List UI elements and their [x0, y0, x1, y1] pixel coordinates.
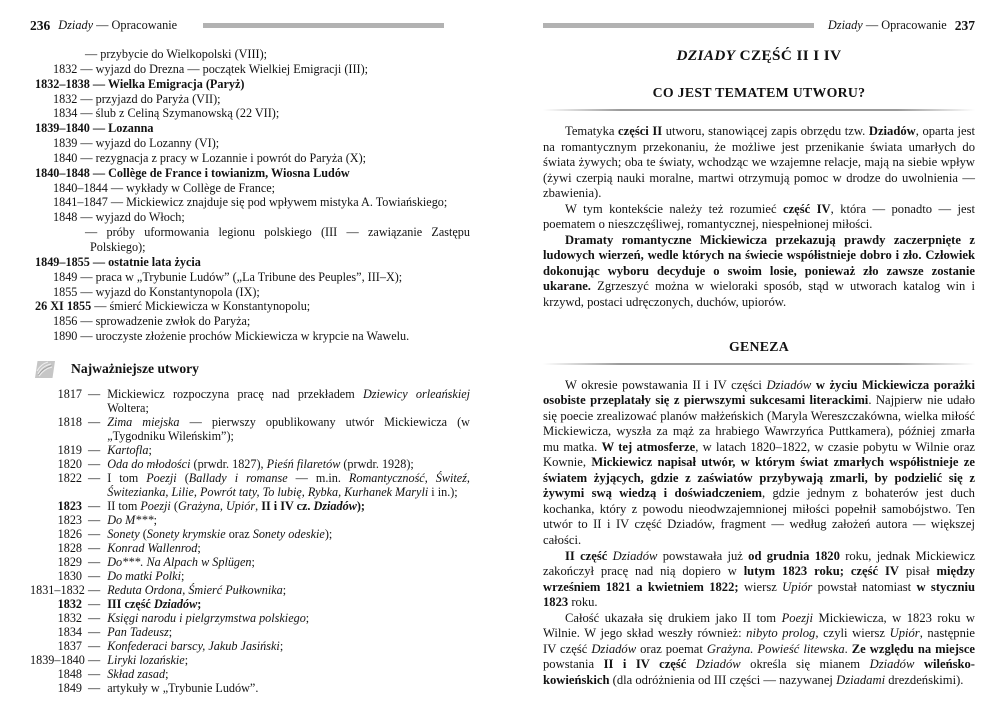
chronology-item: 1839–1840 — Lozanna — [35, 121, 154, 136]
work-title: Zima miejska — pierwszy opublikowany utwór Mickiewicza (w „Tygodniku Wileńskim”); — [107, 414, 470, 443]
work-item — [30, 387, 470, 415]
page-right — [543, 0, 975, 712]
work-separator: — — [88, 512, 101, 527]
work-item — [30, 415, 470, 443]
work-separator: — — [88, 680, 101, 695]
work-title: Do M***; — [107, 512, 157, 527]
page-header-right — [543, 18, 975, 33]
work-title: Konfederaci barscy, Jakub Jasiński; — [107, 638, 284, 653]
work-year: 1832 — [57, 596, 82, 611]
work-item — [30, 513, 470, 527]
work-item — [30, 471, 470, 499]
section-paragraphs — [543, 378, 975, 689]
chronology-item: 1832 — wyjazd do Drezna — początek Wielkiej Emigracji (III); — [53, 61, 369, 76]
work-year: 1819 — [57, 442, 82, 457]
work-item — [30, 667, 470, 681]
paragraph: Całość ukazała się drukiem jako II tom Poezji Mickiewicza, w 1823 roku w Wilnie. W jego skład weszły również: nibyto prolog, czyli wiersz Upiór, następnie IV część Dziadów oraz poemat Grażyna. Powieść litewska. Ze względu na miejsce powstania II i IV część Dziadów określa się mianem Dziadów wileńsko-kowieńskich (dla odróżnienia od III części — nazywanej Dziadami drezdeńskimi). — [543, 610, 976, 687]
work-separator: — — [88, 540, 101, 555]
work-year: 1822 — [57, 470, 82, 485]
work-item — [30, 499, 470, 513]
works-section-header — [35, 361, 470, 378]
work-separator: — — [88, 666, 101, 681]
work-separator: — — [88, 624, 101, 639]
work-title: III część Dziadów; — [107, 596, 202, 611]
work-title: Mickiewicz rozpoczyna pracę nad przekładem Dziewicy orleańskiej Woltera; — [107, 386, 471, 415]
work-year: 1848 — [57, 666, 82, 681]
chronology-item: 1890 — uroczyste złożenie prochów Mickiewicza w krypcie na Wawelu. — [53, 329, 410, 344]
work-year: 1849 — [57, 680, 82, 695]
work-separator: — — [88, 386, 101, 401]
running-title: Dziady — Opracowanie — [827, 18, 947, 32]
work-item — [30, 527, 470, 541]
work-title: Do matki Polki; — [107, 568, 185, 583]
paragraph: Dramaty romantyczne Mickiewicza przekazują prawdy zaczerpnięte z ludowych wierzeń, wedle których na świecie współistnieje dobro i zło. Człowiek dokonując wyboru decyduje o swoim losie, ponieważ zło zawsze zostanie ukarane. Zgrzeszyć można w wieloraki sposób, stąd w utworach katalog win i krzywd, postaci udręczonych, duchów, upiorów. — [543, 232, 975, 310]
page-number: 237 — [954, 17, 975, 33]
paragraph: W okresie powstawania II i IV części Dziadów w życiu Mickiewicza porażki osobiste przeplatały się z pierwszymi sukcesami literackimi. Najpierw nie udało się poecie zrealizować planów małżeńskich (Maryla Wereszczakówna, wielka miłość Mickiewicza, wyszła za mąż za hrabiego Wawrzyńca Puttkamera), później zmarła mu matka. W tej atmosferze, w latach 1820–1822, w czasie pobytu w Wilnie oraz Kownie, Mickiewicz napisał utwór, w którym świat zmarłych współistnieje ze światem żyjących, gdzie z zaświatów przybywają zmarli, by podzielić się z żywymi swą wiedzą i doświadczeniem, gdzie jednym z bohaterów jest duch kochanka, który z powodu nieodwzajemnionej miłości popełnił samobójstwo. Ten utwór to II i IV część Dziadów, fragment — według założeń autora — większej całości. — [543, 377, 976, 548]
chronology-item: 1848 — wyjazd do Włoch; — [53, 210, 185, 225]
work-item — [30, 639, 470, 653]
section-heading-block — [543, 339, 975, 365]
chronology-item: 1834 — ślub z Celiną Szymanowską (22 VII); — [53, 106, 280, 121]
work-year: 1834 — [57, 624, 82, 639]
work-separator: — — [88, 554, 101, 569]
work-separator: — — [88, 442, 101, 457]
work-title: II tom Poezji (Grażyna, Upiór, II i IV cz. Dziadów); — [107, 498, 365, 513]
work-title: artykuły w „Trybunie Ludów”. — [107, 680, 259, 695]
chronology-item: — przybycie do Wielkopolski (VIII); — [85, 47, 268, 61]
work-item — [30, 541, 470, 555]
work-item — [30, 555, 470, 569]
work-year: 1828 — [57, 540, 82, 555]
section-heading: GENEZA — [728, 338, 790, 354]
section-paragraphs — [543, 124, 975, 311]
work-year: 1832 — [57, 610, 82, 625]
work-title: Księgi narodu i pielgrzymstwa polskiego; — [107, 610, 310, 625]
work-item — [30, 457, 470, 471]
work-title: Sonety (Sonety krymskie oraz Sonety odeskie); — [107, 526, 333, 541]
paragraph: II część Dziadów powstawała już od grudnia 1820 roku, jednak Mickiewicz zakończył pracę nad nią dopiero w lutym 1823 roku; część IV pisał między wrześniem 1821 a kwietniem 1822; wiersz Upiór powstał natomiast w styczniu 1823 roku. — [543, 548, 976, 610]
work-item — [30, 653, 470, 667]
work-separator: — — [88, 582, 101, 597]
work-separator: — — [88, 638, 101, 653]
paragraph: W tym kontekście należy też rozumieć część IV, która — ponadto — jest poematem o nieszczęśliwej, romantycznej, niespełnionej miłości. — [543, 201, 975, 232]
chronology-item: 1839 — wyjazd do Lozanny (VI); — [53, 136, 220, 151]
work-title: Oda do młodości (prwdr. 1827), Pieśń filaretów (prwdr. 1928); — [107, 456, 414, 471]
section-rule — [543, 109, 975, 111]
chronology-item: 1856 — sprowadzenie zwłok do Paryża; — [53, 314, 251, 329]
work-title: Liryki lozańskie; — [107, 652, 189, 667]
chronology-item: 1849–1855 — ostatnie lata życia — [35, 254, 201, 269]
chronology-item: 1855 — wyjazd do Konstantynopola (IX); — [53, 284, 260, 299]
work-separator: — — [88, 456, 101, 471]
work-separator: — — [88, 568, 101, 583]
work-item — [30, 569, 470, 583]
page-left — [30, 0, 470, 712]
ornament-icon — [35, 361, 55, 378]
work-year: 1837 — [57, 638, 82, 653]
chronology-item: 1849 — praca w „Trybunie Ludów” („La Tribune des Peuples”, III–X); — [53, 269, 403, 284]
section-heading-block — [543, 85, 975, 111]
header-rule — [543, 23, 814, 28]
work-year: 1826 — [57, 526, 82, 541]
chronology-item: 1832–1838 — Wielka Emigracja (Paryż) — [35, 76, 245, 91]
work-year: 1839–1840 — [30, 652, 85, 667]
works-section-title: Najważniejsze utwory — [71, 361, 199, 377]
chronology-item: 1840 — rezygnacja z pracy w Lozannie i powrót do Paryża (X); — [53, 150, 367, 165]
work-year: 1820 — [57, 456, 82, 471]
page-number: 236 — [30, 17, 51, 33]
work-separator: — — [88, 652, 101, 667]
page-header-left — [30, 18, 470, 33]
work-year: 1818 — [57, 414, 82, 429]
work-year: 1829 — [57, 554, 82, 569]
work-title: Do***. Na Alpach w Splügen; — [107, 554, 255, 569]
chronology-item: 26 XI 1855 — śmierć Mickiewicza w Konstantynopolu; — [35, 299, 311, 314]
work-item — [30, 443, 470, 457]
chronology-item: 1840–1844 — wykłady w Collège de France; — [53, 180, 276, 195]
work-year: 1830 — [57, 568, 82, 583]
work-item — [30, 681, 470, 695]
work-item — [30, 597, 470, 611]
section-heading: CO JEST TEMATEM UTWORU? — [652, 85, 866, 100]
document-title: DZIADY CZĘŚĆ II I IV — [676, 47, 842, 64]
work-year: 1823 — [57, 498, 82, 513]
work-year: 1831–1832 — [30, 582, 85, 597]
work-item — [30, 611, 470, 625]
work-item — [30, 625, 470, 639]
work-title: Skład zasad; — [107, 666, 169, 681]
work-separator: — — [88, 414, 101, 429]
work-item — [30, 583, 470, 597]
chronology-item: — próby uformowania legionu polskiego (III — zawiązanie Zastępu Polskiego); — [85, 225, 470, 254]
work-separator: — — [88, 596, 101, 611]
work-year: 1817 — [57, 386, 82, 401]
work-title: I tom Poezji (Ballady i romanse — m.in. Romantyczność, Świteź, Świtezianka, Lilie, Powrót taty, To lubię, Rybka, Kurhanek Maryli i in.); — [107, 470, 470, 499]
header-rule — [203, 23, 444, 28]
chronology-item: 1840–1848 — Collège de France i towianizm, Wiosna Ludów — [35, 165, 350, 180]
work-separator: — — [88, 610, 101, 625]
work-title: Konrad Wallenrod; — [107, 540, 201, 555]
work-title: Kartofla; — [107, 442, 152, 457]
work-title: Pan Tadeusz; — [107, 624, 173, 639]
works-list — [30, 387, 470, 695]
work-separator: — — [88, 470, 101, 485]
work-separator: — — [88, 526, 101, 541]
chronology-item: 1832 — przyjazd do Paryża (VII); — [53, 91, 221, 106]
running-title: Dziady — Opracowanie — [58, 18, 178, 32]
section-rule — [543, 363, 975, 365]
chronology-list — [30, 47, 470, 344]
chronology-item: 1841–1847 — Mickiewicz znajduje się pod wpływem mistyka A. Towiańskiego; — [53, 195, 448, 210]
work-title: Reduta Ordona, Śmierć Pułkownika; — [107, 582, 287, 597]
work-separator: — — [88, 498, 101, 513]
paragraph: Tematyka części II utworu, stanowiącej zapis obrzędu tzw. Dziadów, oparta jest na romantycznym przekonaniu, że możliwe jest przenikanie świata umarłych do świata żywych; oba te światy, wchodząc we wzajemne relacje, mają na siebie wpływ (żywi czerpią nauki moralne, martwi otrzymują pomoc w drodze do uwolnienia — zbawienia). — [543, 124, 975, 201]
work-year: 1823 — [57, 512, 82, 527]
